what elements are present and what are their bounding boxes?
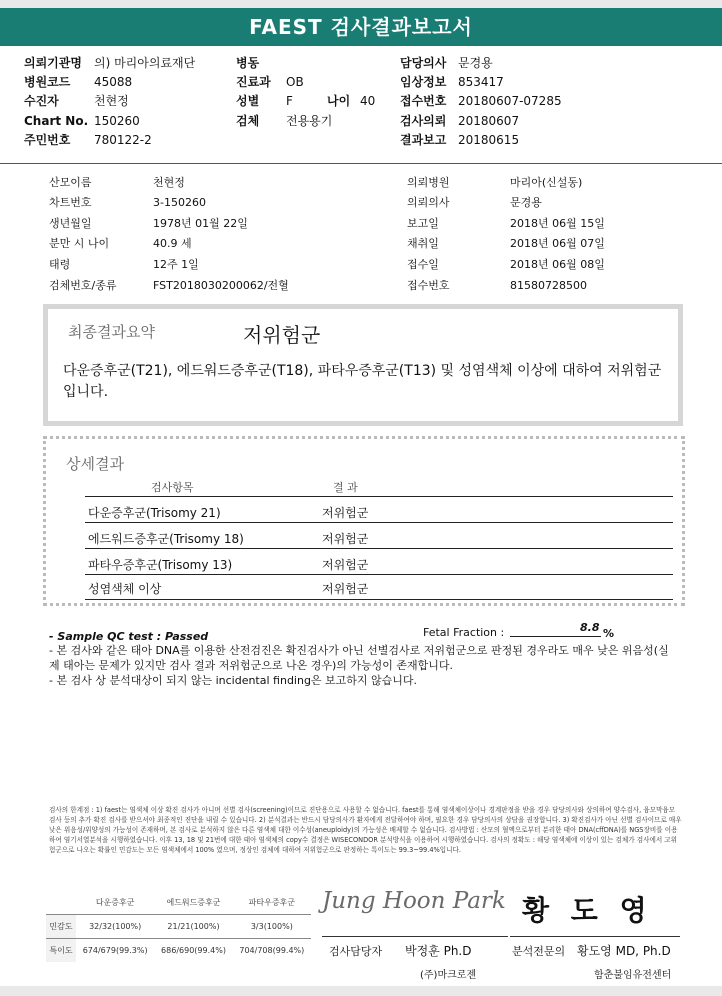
table-cell: 674/679(99.3%) [82, 945, 148, 955]
header-department: 진료과 OB [236, 75, 304, 89]
info-chart-no: 차트번호 3-150260 [49, 196, 206, 209]
table-row-item: 다운증후군(Trisomy 21) [88, 506, 221, 520]
table-row-label: 민감도 [46, 914, 76, 938]
notes [49, 643, 669, 688]
specialist-role: 분석전문의 [512, 945, 566, 958]
header-patient: 수진자 천현정 [24, 94, 129, 108]
sample-qc: - Sample QC test : Passed [49, 630, 209, 643]
signature-hwang: 황 도 영 [522, 894, 653, 927]
info-requesting-hospital: 의뢰병원 마리아(신설동) [407, 176, 583, 189]
detail-results-box [43, 436, 685, 606]
table-row-sensitivity [46, 914, 311, 938]
specialist-org: 함춘불임유전센터 [594, 970, 672, 981]
table-header-cell: 다운증후군 [95, 898, 135, 908]
fetal-fraction-underline [510, 636, 601, 637]
table-cell: 704/708(99.4%) [239, 945, 305, 955]
header-id-number: 주민번호 780122-2 [24, 133, 152, 147]
header-receipt-no: 접수번호 20180607-07285 [400, 94, 562, 108]
header-specimen: 검체 전용용기 [236, 114, 333, 128]
header-chart-no: Chart No. 150260 [24, 114, 140, 128]
table-header-cell: 파타우증후군 [248, 898, 296, 908]
info-mother-name: 산모이름 천현정 [49, 176, 185, 189]
header-clinical-info: 임상정보 853417 [400, 75, 504, 89]
info-gestational-age: 태령 12주 1일 [49, 258, 199, 271]
header-age: 나이 40 [327, 94, 376, 108]
table-header-cell: 에드워드증후군 [166, 898, 221, 908]
report-title: FAEST 검사결과보고서 [0, 8, 722, 46]
summary-result: 저위험군 [243, 323, 321, 347]
row-divider [85, 548, 673, 549]
top-border [0, 0, 722, 8]
bottom-border [0, 986, 722, 996]
header-request-date: 검사의뢰 20180607 [400, 114, 520, 128]
header-hospital-code: 병원코드 45088 [24, 75, 133, 89]
header-doctor: 담당의사 문경용 [400, 56, 493, 70]
info-specimen-no: 검체번호/종류 FST2018030200062/전혈 [49, 279, 289, 292]
table-cell: 21/21(100%) [154, 914, 232, 938]
accuracy-table [46, 892, 311, 962]
info-receipt-no: 접수번호 81580728500 [407, 279, 587, 292]
table-row-result: 저위험군 [322, 532, 369, 546]
row-divider [85, 574, 673, 575]
table-row-result: 저위험군 [322, 558, 369, 572]
info-receipt-date: 접수일 2018년 06월 08일 [407, 258, 605, 271]
row-divider [85, 599, 673, 600]
info-requesting-doctor: 의뢰의사 문경용 [407, 196, 542, 209]
table-row-item: 파타우증후군(Trisomy 13) [88, 558, 233, 572]
summary-text: 다운증후군(T21), 에드워드증후군(T18), 파타우증후군(T13) 및 성염색체 이상에 대하여 저위험군입니다. [63, 363, 662, 400]
table-header-row [46, 892, 311, 914]
header-sex: 성별 F [236, 94, 293, 108]
info-birth-date: 생년월일 1978년 01월 22일 [49, 217, 248, 230]
header-ward: 병동 [236, 56, 260, 70]
row-divider [85, 522, 673, 523]
table-row-specificity [46, 938, 311, 962]
column-header-result: 결 과 [333, 481, 358, 494]
analyst-org: (주)마크로젠 [420, 970, 477, 981]
analyst-role: 검사담당자 [329, 945, 383, 958]
table-row-label: 특이도 [46, 938, 76, 962]
column-header-item: 검사항목 [151, 481, 194, 494]
fetal-fraction-label: Fetal Fraction : [423, 626, 505, 639]
table-row-result: 저위험군 [322, 582, 369, 596]
table-row-result: 저위험군 [322, 506, 369, 520]
info-age-at-delivery: 분만 시 나이 40.9 세 [49, 237, 192, 250]
row-divider [85, 496, 673, 497]
table-cell: 686/690(99.4%) [161, 945, 226, 955]
detail-label: 상세결과 [66, 455, 124, 473]
info-collection-date: 채취일 2018년 06월 07일 [407, 237, 605, 250]
fetal-fraction-unit: % [603, 627, 615, 640]
signature-park: Jung Hoon Park [322, 888, 506, 914]
header-report-date: 결과보고 20180615 [400, 133, 520, 147]
analyst-name: 박정훈 Ph.D [405, 944, 472, 958]
signature-line-left [322, 936, 508, 937]
table-corner [46, 892, 76, 914]
table-row-item: 성염색체 이상 [88, 582, 162, 596]
fetal-fraction-value: 8.8 [580, 621, 600, 634]
signature-line-right [510, 936, 680, 937]
note-incidental-finding: - 본 검사 상 분석대상이 되지 않는 incidental finding은 보고하지 않습니다. [49, 674, 418, 687]
table-cell: 3/3(100%) [233, 914, 311, 938]
note-false-negative: - 본 검사와 같은 태아 DNA를 이용한 산전검진은 확진검사가 아닌 선별검사로 저위험군으로 판정된 경우라도 매우 낮은 위음성(실제 태아는 문제가 있지만 검사 결과 저위험군으로 나온 경우)의 가능성이 존재합니다. [49, 644, 669, 672]
table-row-item: 에드워드증후군(Trisomy 18) [88, 532, 244, 546]
table-cell: 32/32(100%) [76, 914, 154, 938]
specialist-name: 황도영 MD, Ph.D [577, 944, 671, 958]
header-divider [0, 163, 722, 164]
info-report-date: 보고일 2018년 06월 15일 [407, 217, 605, 230]
limitations-small-print: 검사의 한계점 : 1) faest는 염색체 이상 확진 검사가 아니며 선별 검사(screening)이므로 진단용으로 사용할 수 없습니다. faest를 통해 염색체이상이나 경계판정을 받을 경우 담당의사와 상의하여 양수검사, 융모막융모 검사 등의 추가 확진 검사를 받으셔야 최종적인 진단을 내릴 수 있습니다. 2) 분석결과는 반드시 담당의사가 환자에게 전달하여야 하며, 필요한 경우 담당의사의 상담을 권장합니다. 3) 확진검사가 아닌 선별 검사이므로 매우 낮은 위음성/위양성의 가능성이 존재하며, 본 검사로 분석하지 않은 다른 염색체 대한 이수성(aneuploidy)의 가능성은 배제할 수 없습니다. 검사방법 : 산모의 혈액으로부터 분리한 태아 DNA(cffDNA)를 NGS장비를 이용하여 염기서열분석을 시행하였습니다. 이후 13, 18 및 21번에 대한 태아 염색체의 copy수 결정은 WISECONDOR 분석방식을 이용하여 시행하였습니다. 검사의 정확도 : 해당 염색체에 이상이 있는 검체가 검사에서 고위험군으로 나오는 확률인 민감도는 모든 염색체에서 100% 였으며, 정상인 검체에 대하여 저위험군으로 판정하는 특이도는 99.3~99.4%입니다. [49, 806, 682, 854]
final-summary-box [43, 304, 683, 426]
summary-label: 최종결과요약 [68, 323, 155, 341]
header-org: 의뢰기관명 의) 마리아의료재단 [24, 56, 196, 70]
